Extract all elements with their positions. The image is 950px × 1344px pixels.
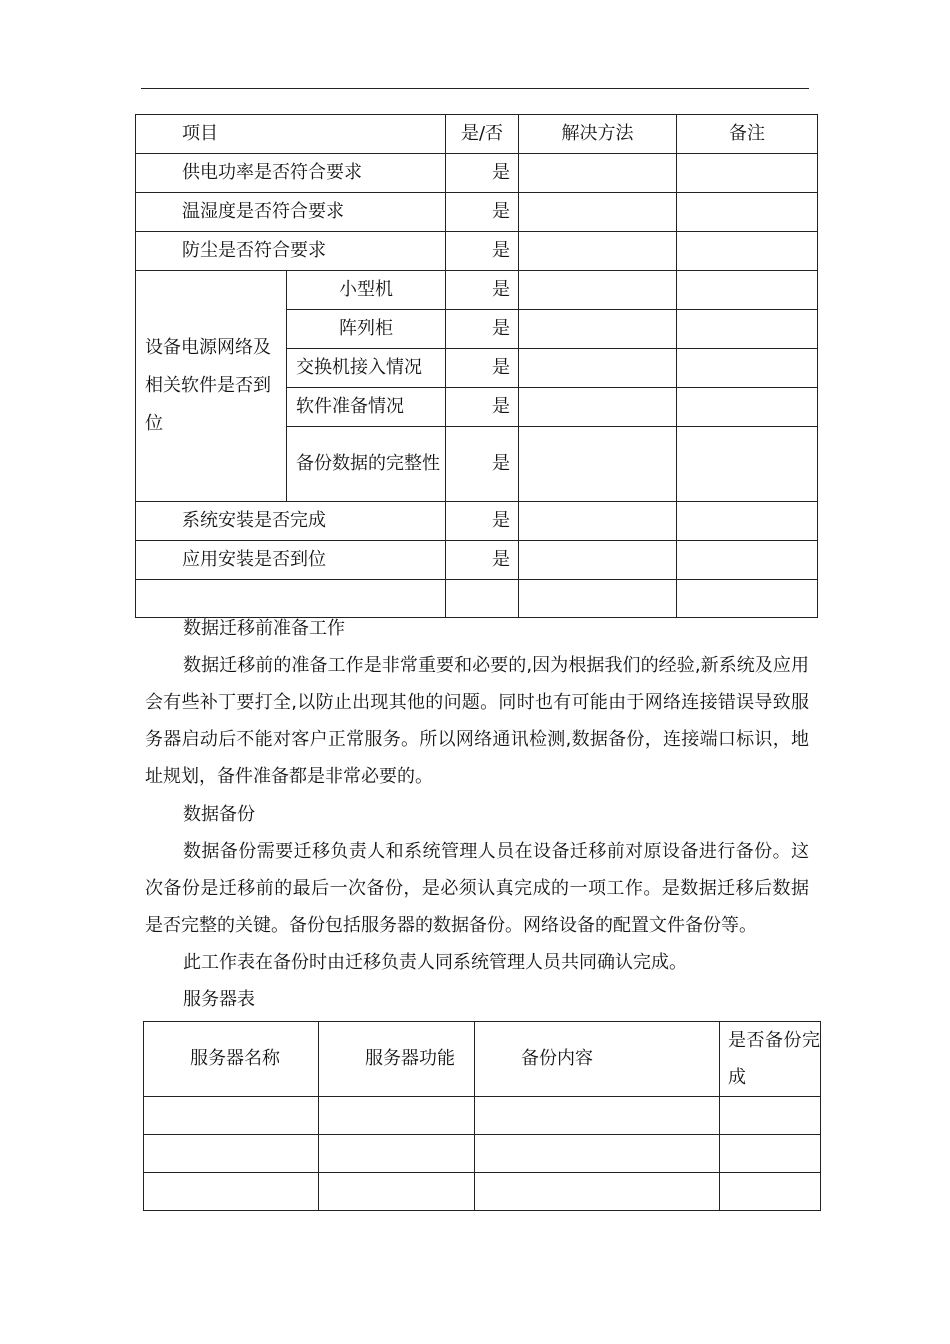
row-item: 应用安装是否到位 xyxy=(136,541,446,580)
header-item: 项目 xyxy=(136,115,446,154)
row-yes: 是 xyxy=(446,388,519,427)
row-remarks xyxy=(677,154,818,193)
row-solution xyxy=(519,541,677,580)
table-row xyxy=(144,1173,821,1211)
header-backup-done: 是否备份完成 xyxy=(720,1022,821,1097)
table-row xyxy=(136,154,818,193)
header-backup-content: 备份内容 xyxy=(475,1022,720,1097)
table-title-server: 服务器表 xyxy=(183,989,255,1010)
row-yes: 是 xyxy=(446,232,519,271)
cell-backup-done xyxy=(720,1135,821,1173)
row-solution xyxy=(519,193,677,232)
row-remarks xyxy=(677,502,818,541)
row-remarks xyxy=(677,271,818,310)
table-row xyxy=(136,502,818,541)
header-rule xyxy=(141,88,809,89)
row-solution xyxy=(519,427,677,502)
row-yes: 是 xyxy=(446,541,519,580)
paragraph-data-backup: 数据备份需要迁移负责人和系统管理人员在设备迁移前对原设备进行备份。这次备份是迁移前的最后一次备份，是必须认真完成的一项工作。是数据迁移后数据是否完整的关键。备份包括服务器的数据备份。网络设备的配置文件备份等。 xyxy=(145,841,809,936)
cell-server-function xyxy=(319,1097,475,1135)
row-yes: 是 xyxy=(446,271,519,310)
cell-server-function xyxy=(319,1135,475,1173)
table-row xyxy=(136,232,818,271)
row-yes: 是 xyxy=(446,502,519,541)
row-remarks xyxy=(677,541,818,580)
cell-server-function xyxy=(319,1173,475,1211)
row-yes: 是 xyxy=(446,310,519,349)
paragraph-worksheet-note: 此工作表在备份时由迁移负责人同系统管理人员共同确认完成。 xyxy=(183,952,687,973)
checklist-table xyxy=(135,114,818,618)
table-row xyxy=(144,1097,821,1135)
table-header-row xyxy=(144,1022,821,1097)
header-remarks: 备注 xyxy=(677,115,818,154)
row-item: 备份数据的完整性 xyxy=(287,427,446,502)
header-server-function: 服务器功能 xyxy=(319,1022,475,1097)
table-row xyxy=(136,541,818,580)
cell-backup-done xyxy=(720,1173,821,1211)
row-solution xyxy=(519,349,677,388)
table-header-row xyxy=(136,115,818,154)
header-server-name: 服务器名称 xyxy=(144,1022,319,1097)
table-row xyxy=(136,193,818,232)
row-solution xyxy=(519,502,677,541)
server-table xyxy=(143,1021,821,1211)
table-row xyxy=(144,1135,821,1173)
cell-server-name xyxy=(144,1097,319,1135)
header-solution: 解决方法 xyxy=(519,115,677,154)
section-heading-data-backup: 数据备份 xyxy=(183,804,255,825)
cell-backup-content xyxy=(475,1097,720,1135)
row-remarks xyxy=(677,388,818,427)
cell-server-name xyxy=(144,1173,319,1211)
row-item: 系统安装是否完成 xyxy=(136,502,446,541)
row-yes: 是 xyxy=(446,349,519,388)
row-solution xyxy=(519,154,677,193)
header-yes-no: 是/否 xyxy=(446,115,519,154)
row-yes: 是 xyxy=(446,154,519,193)
row-remarks xyxy=(677,232,818,271)
row-item: 供电功率是否符合要求 xyxy=(136,154,446,193)
row-remarks xyxy=(677,310,818,349)
cell-backup-content xyxy=(475,1135,720,1173)
group-label: 设备电源网络及相关软件是否到位 xyxy=(136,271,287,502)
row-solution xyxy=(519,388,677,427)
row-remarks xyxy=(677,349,818,388)
cell-backup-done xyxy=(720,1097,821,1135)
row-yes: 是 xyxy=(446,193,519,232)
row-remarks xyxy=(677,193,818,232)
row-yes: 是 xyxy=(446,427,519,502)
row-item: 阵列柜 xyxy=(287,310,446,349)
row-solution xyxy=(519,271,677,310)
paragraph-migration-prep: 数据迁移前的准备工作是非常重要和必要的,因为根据我们的经验,新系统及应用会有些补丁要打全,以防止出现其他的问题。同时也有可能由于网络连接错误导致服务器启动后不能对客户正常服务。所以网络通讯检测,数据备份，连接端口标识，地址规划，备件准备都是非常必要的。 xyxy=(145,655,809,787)
section-heading-migration-prep: 数据迁移前准备工作 xyxy=(183,618,345,639)
row-item: 温湿度是否符合要求 xyxy=(136,193,446,232)
cell-backup-content xyxy=(475,1173,720,1211)
row-remarks xyxy=(677,427,818,502)
table-row xyxy=(136,271,818,310)
row-item: 防尘是否符合要求 xyxy=(136,232,446,271)
row-item: 交换机接入情况 xyxy=(287,349,446,388)
row-solution xyxy=(519,232,677,271)
row-item: 软件准备情况 xyxy=(287,388,446,427)
row-item: 小型机 xyxy=(287,271,446,310)
row-solution xyxy=(519,310,677,349)
cell-server-name xyxy=(144,1135,319,1173)
